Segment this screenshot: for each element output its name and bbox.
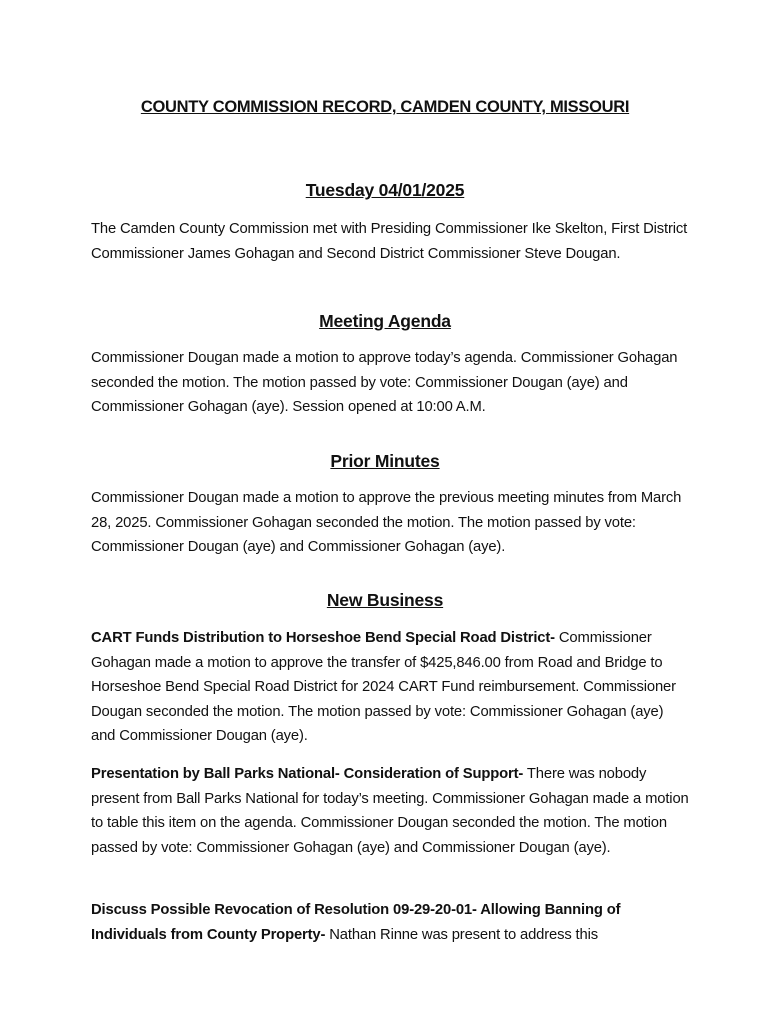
section-heading-prior-minutes: Prior Minutes	[330, 451, 440, 471]
section-heading-new-business: New Business	[326, 590, 444, 610]
item-lead: CART Funds Distribution to Horseshoe Bend Special Road District-	[91, 630, 555, 646]
intro-paragraph: The Camden County Commission met with Presiding Commissioner Ike Skelton, First District Commissioner James Gohagan and Second District Commissioner Steve Dougan.	[91, 221, 688, 262]
meeting-agenda-paragraph: Commissioner Dougan made a motion to approve today’s agenda. Commissioner Gohagan seconded the motion. The motion passed by vote: Commissioner Dougan (aye) and Commissioner Gohagan (aye). Session opened at 10:00 A.M.	[91, 350, 678, 415]
new-business-item	[91, 762, 691, 860]
item-lead: Presentation by Ball Parks National- Consideration of Support-	[91, 766, 524, 782]
item-body: Nathan Rinne was present to address this	[325, 926, 598, 943]
item-body: There was nobody present from Ball Parks National for today’s meeting. Commissioner Gohagan made a motion to table this item on the agenda. Commissioner Dougan seconded the motion. The motion passed by vote: Commissioner Gohagan (aye) and Commissioner Dougan (aye).	[91, 766, 689, 856]
document-title: COUNTY COMMISSION RECORD, CAMDEN COUNTY, MISSOURI	[140, 98, 630, 116]
item-lead: Discuss Possible Revocation of Resolution 09-29-20-01- Allowing Banning of Individuals from County Property-	[91, 902, 621, 943]
item-body: Commissioner Gohagan made a motion to approve the transfer of $425,846.00 from Road and Bridge to Horseshoe Bend Special Road District for 2024 CART Fund reimbursement. Commissioner Dougan seconded the motion. The motion passed by vote: Commissioner Gohagan (aye) and Commissioner Dougan (aye).	[91, 630, 676, 744]
date-heading: Tuesday 04/01/2025	[305, 180, 465, 200]
new-business-item	[91, 898, 691, 947]
section-heading-meeting-agenda: Meeting Agenda	[319, 311, 451, 331]
prior-minutes-paragraph: Commissioner Dougan made a motion to approve the previous meeting minutes from March 28, 2025. Commissioner Gohagan seconded the motion. The motion passed by vote: Commissioner Dougan (aye) and Commissioner Gohagan (aye).	[91, 490, 682, 555]
new-business-item	[91, 626, 691, 749]
